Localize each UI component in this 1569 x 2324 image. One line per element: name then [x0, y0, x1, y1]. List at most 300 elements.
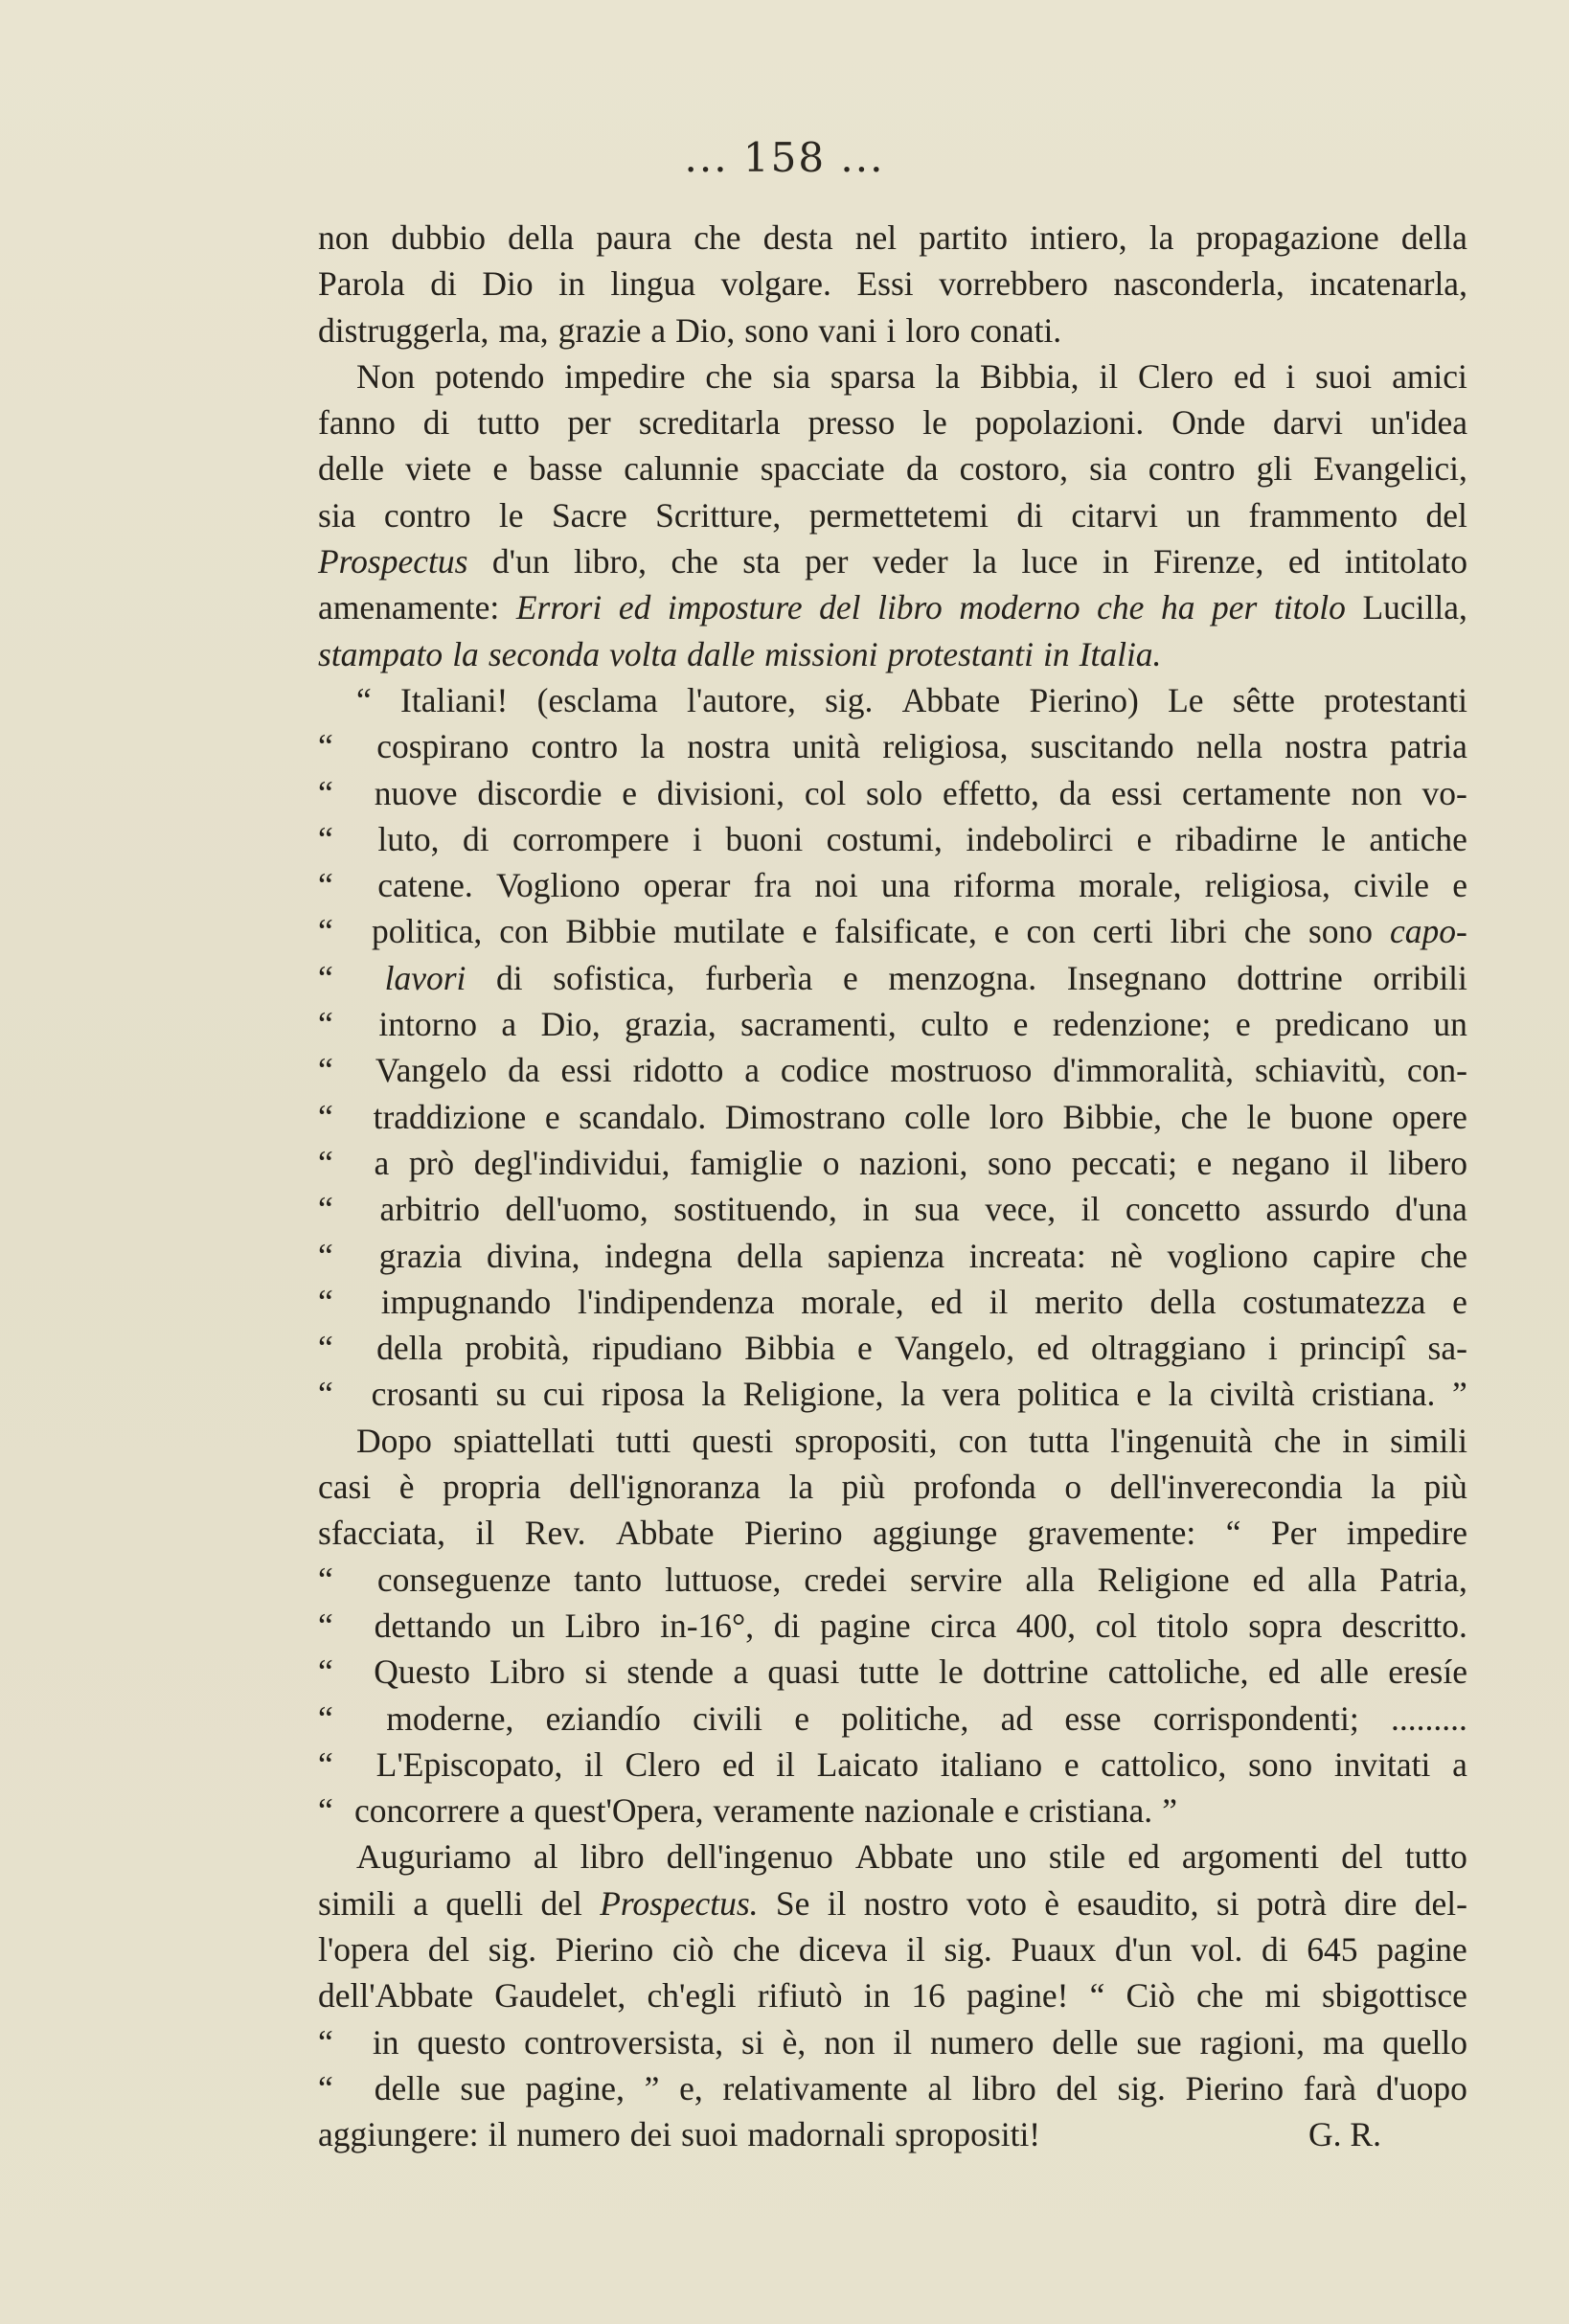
word: conseguenze [376, 1560, 552, 1599]
word: col [1095, 1606, 1137, 1645]
word: effetto, [942, 773, 1039, 812]
word: morale, [801, 1282, 904, 1321]
word: libro [877, 588, 943, 627]
word: sig. [488, 1929, 537, 1969]
word: missioni [764, 634, 878, 673]
word: ed [722, 1744, 755, 1784]
word: a [650, 310, 667, 350]
word: alla [1025, 1560, 1075, 1599]
word: un [1433, 1005, 1467, 1044]
word: suscitando [1030, 727, 1174, 766]
word: ragioni, [1199, 2022, 1305, 2062]
word: Auguriamo [356, 1837, 512, 1877]
word: Abbate [901, 680, 1001, 719]
word: moderno [959, 588, 1080, 627]
word: Bibbie [565, 912, 657, 951]
word: moderne, [386, 1698, 514, 1738]
word: mutilate [673, 912, 785, 951]
word: capire [1312, 1236, 1397, 1275]
word: si [584, 1652, 608, 1692]
word: Non [356, 356, 416, 396]
text-line [318, 2019, 1467, 2065]
word: e [843, 958, 858, 997]
quote-mark: “ [318, 1282, 333, 1321]
word: concorrere [354, 1791, 500, 1831]
word: a [374, 1143, 390, 1182]
word: e [492, 449, 509, 489]
word: invitati [1333, 1744, 1431, 1784]
word: desta [762, 218, 833, 257]
word: alla [1308, 1560, 1357, 1599]
word: sono [744, 310, 809, 350]
word: suoi [681, 2115, 739, 2154]
word: imposture [667, 588, 803, 627]
word: d'una [1395, 1190, 1467, 1229]
word: Gaudelet, [494, 1976, 626, 2016]
word: ed [1287, 542, 1321, 581]
text-line [318, 1418, 1467, 1464]
word: descritto. [1341, 1606, 1467, 1645]
quote-mark: “ [318, 1143, 333, 1182]
word: Puaux [1011, 1929, 1097, 1969]
word: cui [542, 1375, 585, 1414]
text-line [318, 1788, 1467, 1834]
text-line [318, 908, 1467, 954]
word: non [824, 2022, 875, 2062]
word: solo [865, 773, 923, 812]
text-line [318, 677, 1467, 723]
word: l'opera [318, 1929, 410, 1969]
word: cospirano [376, 727, 510, 766]
word: più [1423, 1468, 1467, 1507]
word: contro [383, 495, 471, 535]
word: potrà [1256, 1883, 1327, 1923]
word: amenamente: [318, 588, 500, 627]
word: il [584, 1744, 603, 1784]
word: politica [1017, 1375, 1120, 1414]
text-line [318, 1834, 1467, 1880]
word: e [1012, 1005, 1029, 1044]
word: il [906, 1929, 925, 1969]
word: del [1341, 1837, 1383, 1877]
word: la [640, 727, 665, 766]
word: dell'ignoranza [569, 1468, 761, 1507]
word: oltraggiano [1091, 1329, 1246, 1368]
word: a [413, 1883, 428, 1923]
word: essi [560, 1051, 612, 1090]
word: grazia [378, 1236, 463, 1275]
word: esse [1064, 1698, 1122, 1738]
word: contro [531, 727, 619, 766]
text-line [318, 862, 1467, 908]
word: Parola [318, 264, 405, 304]
word: si [1216, 1883, 1239, 1923]
word: Libro [489, 1652, 566, 1692]
word: schiavitù, [1254, 1051, 1386, 1090]
word: tutte [858, 1652, 920, 1692]
word: politica, [371, 912, 483, 951]
word: d'un [1114, 1929, 1172, 1969]
word: Dio, [675, 310, 736, 350]
word: Abbate [616, 1514, 715, 1553]
text-line [318, 1325, 1467, 1371]
word: civile [1353, 866, 1429, 905]
quote-mark: “ [318, 912, 333, 951]
word: a [501, 1005, 517, 1044]
word: del [540, 1883, 582, 1923]
word: di [422, 403, 450, 443]
word: e [1004, 1791, 1020, 1831]
word: quello [1382, 2022, 1467, 2062]
text-line [318, 492, 1467, 538]
word: ” [1162, 1791, 1177, 1831]
word: frammento [1248, 495, 1398, 535]
word: si [741, 2022, 764, 2062]
word: sta [742, 542, 781, 581]
text-line [318, 2111, 1467, 2157]
word: dalle [687, 634, 756, 673]
word: Firenze, [1153, 542, 1264, 581]
word: in [1043, 634, 1070, 673]
word: Abbate [854, 1837, 954, 1877]
word: protestanti [1324, 680, 1467, 719]
word: impedire [1346, 1514, 1467, 1553]
word: il [488, 2115, 508, 2154]
word: simili [318, 1883, 396, 1923]
word: o [1064, 1468, 1082, 1507]
word: Dio, [540, 1005, 601, 1044]
text-line [318, 1279, 1467, 1325]
word: sig. [825, 680, 874, 719]
word: Onde [1171, 403, 1246, 443]
word: Dio [482, 264, 534, 304]
word: alle [1319, 1652, 1369, 1692]
word: Bibbia [744, 1329, 835, 1368]
word: (esclama [536, 680, 658, 719]
word: stampato [318, 634, 443, 673]
word: la [935, 356, 961, 396]
word: a [1452, 1744, 1467, 1784]
word: al [927, 2068, 952, 2108]
word: libri [1170, 912, 1227, 951]
word: civiltà [1209, 1375, 1295, 1414]
word: controversista, [524, 2022, 724, 2062]
word: pagine [820, 1606, 911, 1645]
quote-mark: “ [318, 1791, 333, 1831]
word: culto [921, 1005, 989, 1044]
word: popolazioni. [974, 403, 1145, 443]
word: Le [1168, 680, 1204, 719]
word: degl'individui, [473, 1143, 671, 1182]
word: distruggerla, [318, 310, 489, 350]
text-line [318, 1696, 1467, 1742]
word: il [776, 1744, 795, 1784]
word: sfacciata, [318, 1514, 446, 1553]
word: tutta [1029, 1421, 1090, 1460]
quote-mark: “ [318, 1375, 333, 1414]
word: l'indipendenza [577, 1282, 775, 1321]
word: 645 [1307, 1929, 1358, 1969]
word: basse [529, 449, 603, 489]
word: e, [679, 2068, 703, 2108]
word: sono [1248, 1744, 1313, 1784]
word: il [1080, 1190, 1101, 1229]
word: e [622, 773, 638, 812]
word: su [495, 1375, 527, 1414]
word: Religione [1097, 1560, 1230, 1599]
text-line [318, 261, 1467, 307]
word: aggiunge [873, 1514, 998, 1553]
text-line [318, 631, 1467, 677]
word: quelli [445, 1883, 524, 1923]
word: tanto [574, 1560, 643, 1599]
word: Ciò [1126, 1976, 1175, 2016]
word: grazie [557, 310, 642, 350]
word: le [1246, 1097, 1272, 1136]
word: ......... [1391, 1698, 1467, 1738]
quote-mark: “ [318, 1190, 333, 1229]
word: L'Episcopato, [375, 1744, 563, 1784]
word: del [427, 1929, 470, 1969]
word: sono [1308, 912, 1374, 951]
word: suoi [1314, 356, 1373, 396]
text-line [318, 308, 1467, 353]
word: relativamente [722, 2068, 908, 2108]
word: dell'inverecondia [1109, 1468, 1343, 1507]
text-line [318, 1233, 1467, 1279]
word: sue [460, 2068, 506, 2108]
word: circa [930, 1606, 997, 1645]
quote-mark: “ [318, 1560, 333, 1599]
word: nostro [863, 1883, 949, 1923]
word: indegna [604, 1236, 713, 1275]
word: ma [1322, 2022, 1365, 2062]
word: dottrine [1237, 958, 1343, 997]
word: Vogliono [495, 866, 621, 905]
signature: G. R. [1308, 2115, 1381, 2154]
word: sue [1136, 2022, 1182, 2062]
quote-mark: “ [318, 866, 333, 905]
text-line [318, 816, 1467, 862]
word: stile [1048, 1837, 1106, 1877]
word: nuove [374, 773, 458, 812]
word: sparsa [830, 356, 916, 396]
text-line [318, 955, 1467, 1001]
word: nazionale [864, 1791, 995, 1831]
word: citarvi [1071, 495, 1159, 535]
word: contro [1148, 449, 1236, 489]
word: Dimostrano [724, 1097, 886, 1136]
word: politiche, [841, 1698, 969, 1738]
word: viete [405, 449, 472, 489]
word: che [1195, 1976, 1244, 2016]
word: peccati; [1071, 1143, 1177, 1182]
word: Bibbia, [979, 356, 1080, 396]
word: della [376, 1329, 443, 1368]
word: la [788, 1468, 814, 1507]
word: ad [1000, 1698, 1034, 1738]
word: 400, [1015, 1606, 1076, 1645]
text-line [318, 1001, 1467, 1047]
text-line [318, 1371, 1467, 1417]
word: potendo [435, 356, 545, 396]
word: nella [1195, 727, 1262, 766]
word: cattolico, [1101, 1744, 1227, 1784]
word: l'autore, [687, 680, 796, 719]
word: l'ingenuità [1110, 1421, 1253, 1460]
word: e [1136, 819, 1152, 858]
word: col [804, 773, 847, 812]
word: di [1262, 1929, 1288, 1969]
word: i [693, 819, 702, 858]
word: “ [1225, 1514, 1241, 1553]
word: capo- [1390, 912, 1467, 951]
word: ” [1452, 1375, 1467, 1414]
word: sapienza [827, 1236, 944, 1275]
word: questo [417, 2022, 507, 2062]
word: nasconderla, [1113, 264, 1285, 304]
word: dell'uomo, [505, 1190, 648, 1229]
word: Libro [564, 1606, 641, 1645]
word: crosanti [371, 1375, 480, 1414]
word: arbitrio [379, 1190, 480, 1229]
word: ed [1267, 1652, 1301, 1692]
word: fanno [318, 403, 396, 443]
word: una [880, 866, 931, 905]
word: spropositi, [794, 1421, 938, 1460]
word: calunnie [624, 449, 739, 489]
word: antiche [1369, 819, 1467, 858]
word: nel [854, 218, 898, 257]
word: spacciate [760, 449, 885, 489]
word: per [1212, 588, 1258, 627]
word: operar [643, 866, 731, 905]
word: seconda [488, 634, 601, 673]
word: buoni [725, 819, 804, 858]
word: ma, [498, 310, 549, 350]
word: religiosa, [1204, 866, 1330, 905]
word: con- [1406, 1051, 1467, 1090]
word: ed [930, 1282, 963, 1321]
word: negano [1231, 1143, 1330, 1182]
word: rifiutò [757, 1976, 843, 2016]
word: increata: [968, 1236, 1086, 1275]
word: Vangelo [375, 1051, 488, 1090]
word: numero [930, 2022, 1035, 2062]
word: Rev. [524, 1514, 586, 1553]
word: morale, [1079, 866, 1182, 905]
word: vera [942, 1375, 1001, 1414]
word: i [1267, 1329, 1278, 1368]
word: presso [807, 403, 896, 443]
word: vogliono [1167, 1236, 1288, 1275]
text-line [318, 723, 1467, 769]
word: ciò [671, 1929, 715, 1969]
word: le [1321, 819, 1346, 858]
word: nè [1110, 1236, 1143, 1275]
word: un [511, 1606, 545, 1645]
word: e [794, 1698, 810, 1738]
word: vece, [985, 1190, 1057, 1229]
word: orribili [1373, 958, 1467, 997]
text-line [318, 1603, 1467, 1649]
word: da [508, 1051, 540, 1090]
word: che [705, 356, 753, 396]
word: Questo [374, 1652, 470, 1692]
word: intorno [378, 1005, 477, 1044]
word: e [544, 1097, 560, 1136]
word: nazioni, [859, 1143, 968, 1182]
word: diceva [798, 1929, 888, 1969]
word: cattoliche, [1107, 1652, 1249, 1692]
word: in-16°, [660, 1606, 755, 1645]
word: Pierino) [1029, 680, 1139, 719]
word: lavori [384, 958, 466, 997]
word: colle [904, 1097, 971, 1136]
word: famiglie [689, 1143, 804, 1182]
word: sa- [1427, 1329, 1467, 1368]
word: simili [1390, 1421, 1467, 1460]
word: quasi [767, 1652, 840, 1692]
word: non [1351, 773, 1402, 812]
word: Vangelo, [894, 1329, 1015, 1368]
word: divina, [486, 1236, 580, 1275]
word: Prospectus [318, 542, 468, 581]
word: vani [818, 310, 877, 350]
word: amici [1392, 356, 1467, 396]
word: e [1136, 1375, 1151, 1414]
word: in [1342, 1421, 1369, 1460]
text-line [318, 1140, 1467, 1186]
word: ha [1160, 588, 1195, 627]
word: d'uopo [1376, 2068, 1467, 2108]
word: servire [909, 1560, 1003, 1599]
word: fra [753, 866, 792, 905]
word: che [694, 218, 741, 257]
word: profonda [913, 1468, 1036, 1507]
word: Religione, [742, 1375, 884, 1414]
word: corrompere [512, 819, 670, 858]
word: sofistica, [553, 958, 675, 997]
word: Prospectus. [600, 1883, 759, 1923]
word: libro [971, 2068, 1036, 2108]
word: libro [580, 1837, 645, 1877]
word: che [1273, 1421, 1322, 1460]
word: tutti [616, 1421, 671, 1460]
word: in [372, 2022, 399, 2062]
word: a [733, 1652, 749, 1692]
word: incatenarla, [1309, 264, 1467, 304]
word: da [905, 449, 939, 489]
word: un [1186, 495, 1220, 535]
word: le [498, 495, 524, 535]
word: a [744, 1051, 760, 1090]
word: sig. [944, 1929, 992, 1969]
word: d'immoralità, [1053, 1051, 1235, 1090]
word: Sacre [551, 495, 627, 535]
word: Per [1270, 1514, 1317, 1553]
word: un'idea [1370, 403, 1467, 443]
word: protestanti [887, 634, 1035, 673]
word: discordie [477, 773, 603, 812]
word: codice [780, 1051, 870, 1090]
word: di [462, 819, 489, 858]
word: impugnando [380, 1282, 552, 1321]
word: i [1285, 356, 1296, 396]
word: e [1452, 1282, 1467, 1321]
word: le [922, 403, 947, 443]
quote-mark: “ [318, 727, 333, 766]
